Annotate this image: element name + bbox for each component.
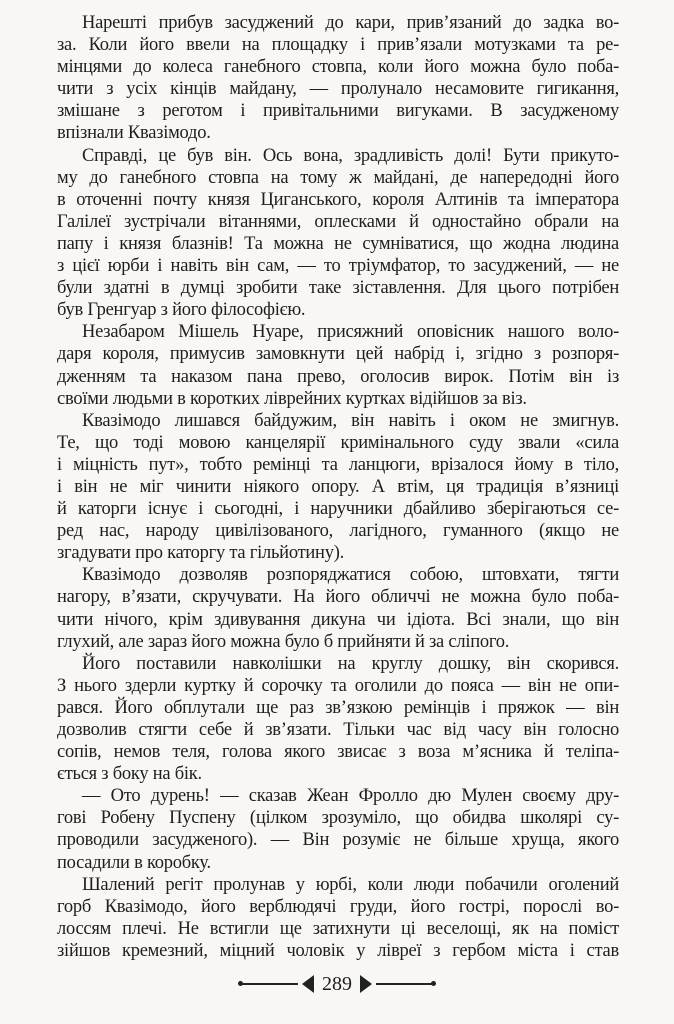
text-line: змішане з реготом і привітальними вигуками. В засудженому (57, 101, 619, 122)
text-line: посадили в коробку. (57, 852, 211, 873)
text-line: з цієї юрби і навіть він сам, — то тріумфатор, то засуджений, — не (57, 256, 619, 277)
text-line: зійшов кремезний, міцний чоловік у лівреї з гербом міста і став (57, 940, 619, 961)
text-line: дозволив стягти себе й зв’язати. Тільки час від часу він голосно (57, 720, 619, 740)
text-line: сопів, немов теля, голова якого звисає з воза м’ясника й теліпа- (57, 742, 619, 763)
text-line: рався. Його обплутали ще раз зв’язкою ремінців і пряжок — він (57, 697, 619, 718)
text-line: чити з усіх кінців майдану, — пролунало несамовите гигикання, (57, 79, 619, 100)
text-line: лоссям плечі. Не встигли ще затихнути ці веселощі, як на поміст (57, 918, 619, 939)
ornament-rule-left (240, 983, 298, 985)
text-line: за. Коли його ввели на площадку і прив’язали мотузками та ре- (57, 35, 619, 56)
text-line: папу і князя блазнів! Та можна не сумніватися, що жодна людина (57, 233, 619, 254)
text-line: Те, що тоді мовою канцелярії кримінального суду звали «сила (57, 432, 619, 453)
text-line: Незабаром Мішель Нуаре, присяжний оповісник нашого воло- (82, 322, 619, 343)
text-line: проводили засудженого). — Він розуміє не більше хруща, якого (57, 830, 619, 851)
text-line: Квазімодо дозволяв розпоряджатися собою, штовхати, тягти (82, 565, 619, 586)
text-line: чити нічого, крім здивування дикуна чи ідіота. Всі знали, що він (57, 609, 619, 630)
ornament-rule-right (376, 983, 434, 985)
text-line: Квазімодо лишався байдужим, він навіть і оком не змигнув. (82, 410, 619, 431)
text-line: згадувати про каторгу та гільйотину). (57, 543, 344, 564)
text-line: Його поставили навколішки на круглу дошку, він скорився. (82, 653, 619, 674)
text-line: своїми людьми в коротких ліврейних куртках відійшов за віз. (57, 388, 527, 409)
text-line: й каторги існує і сьогодні, і наручники дбайливо зберігаються се- (57, 499, 619, 520)
text-line: — Ото дурень! — сказав Жеан Фролло дю Мулен своєму дру- (82, 786, 619, 807)
text-line: ред нас, народу цивілізованого, лагідного, гуманного (якщо не (57, 521, 619, 542)
text-line: Справді, це був він. Ось вона, зрадливість долі! Бути прикуто- (82, 145, 619, 166)
text-line: глухий, але зараз його можна було б прийняти й за сліпого. (57, 631, 510, 652)
text-line: гові Робену Пуспену (цілком зрозуміло, що обидва школярі су- (57, 808, 619, 829)
text-line: нагору, в’язати, скручувати. На його обличчі не можна було поба- (57, 587, 619, 608)
text-line: ється з боку на бік. (57, 764, 202, 785)
text-line: і він не міг чинити ніякого опору. А втім, ця традиція в’язниці (57, 476, 619, 497)
text-line: впізнали Квазімодо. (57, 123, 211, 144)
arrow-right-icon (360, 975, 372, 993)
text-line: дженням та наказом пана прево, оголосив вирок. Потім він із (57, 366, 619, 387)
arrow-left-icon (302, 975, 314, 993)
page-number: 289 (322, 973, 352, 995)
text-line: З нього здерли куртку й сорочку та оголили до пояса — він не опи- (57, 675, 619, 696)
text-line: Галілеї зустрічали вітаннями, оплесками й одностайно обрали на (57, 211, 619, 232)
text-line: му до ганебного стовпа на тому ж майдані, де напередодні його (57, 167, 619, 188)
text-line: даря короля, примусив замовкнути цей набрід і, згідно з розпоря- (57, 344, 619, 365)
text-line: і міцність пут», тобто ремінці та ланцюги, врізалося йому в тіло, (57, 454, 619, 475)
page-number-ornament (0, 972, 674, 996)
text-line: мінцями до колеса ганебного стовпа, коли його можна було поба- (57, 57, 619, 78)
text-line: Шалений регіт пролунав у юрбі, коли люди побачили оголений (82, 874, 619, 895)
text-line: горб Квазімодо, його верблюдячі груди, його гострі, порослі во- (57, 896, 619, 917)
text-line: Нарешті прибув засуджений до кари, прив’язаний до задка во- (82, 13, 619, 33)
text-line: були здатні в думці зробити таке зіставлення. Для цього потрібен (57, 278, 619, 299)
text-line: в оточенні почту князя Циганського, короля Алтинів та імператора (57, 189, 619, 210)
text-line: був Гренгуар з його філософією. (57, 300, 306, 321)
body-text (57, 12, 619, 962)
